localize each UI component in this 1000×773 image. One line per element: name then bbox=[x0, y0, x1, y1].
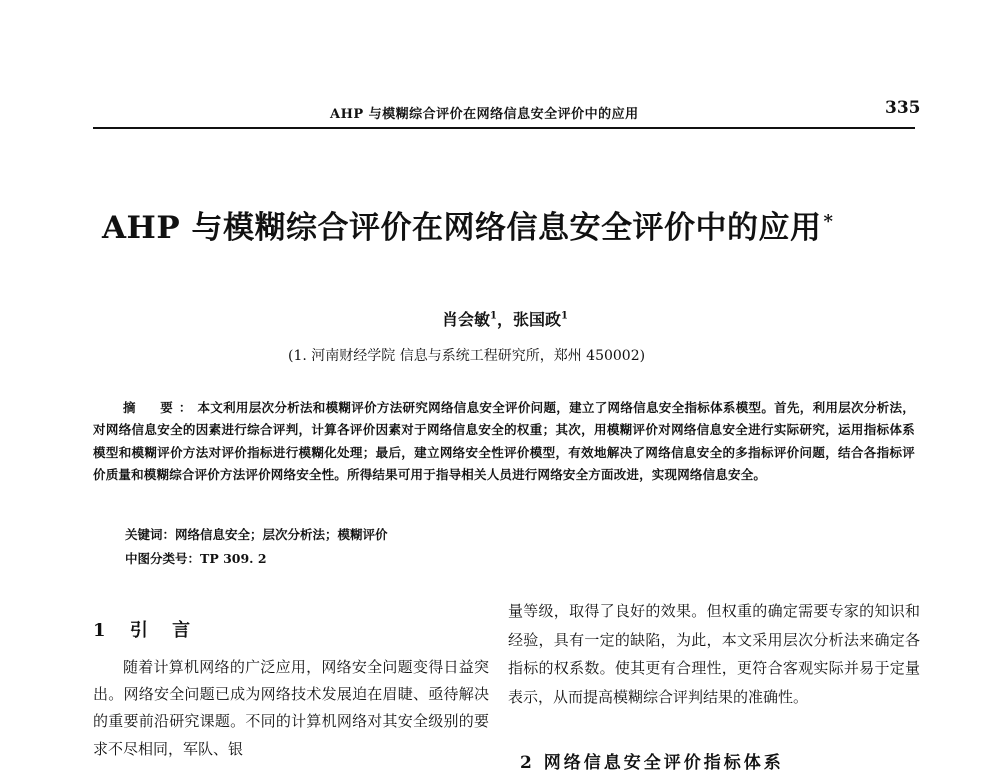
section-heading-indicator-system bbox=[520, 748, 784, 773]
body-text-right-column: 量等级，取得了良好的效果。但权重的确定需要专家的知识和经验，具有一定的缺陷，为此，本文采用层次分析法来确定各指标的权系数。使其更有合理性，更符合客观实际并易于定量表示，从而提高模糊综合评判结果的准确性。 bbox=[508, 602, 920, 706]
section-number: 1 bbox=[93, 620, 115, 641]
keywords-label: 关键词： bbox=[125, 527, 176, 542]
author-affiliation-mark: 1 bbox=[561, 310, 568, 322]
running-header: AHP 与模糊综合评价在网络信息安全评价中的应用 bbox=[330, 107, 639, 122]
paper-title bbox=[102, 202, 833, 247]
abstract-label: 摘 要： bbox=[123, 400, 198, 415]
header-rule bbox=[93, 127, 915, 129]
body-text-left-column bbox=[93, 654, 489, 763]
classification-label: 中图分类号： bbox=[125, 551, 201, 566]
author-name: 肖会敏 bbox=[442, 310, 491, 329]
classification-number bbox=[125, 549, 267, 567]
section-title: 引 言 bbox=[129, 620, 200, 641]
author-line bbox=[442, 307, 568, 330]
page-number: 335 bbox=[885, 98, 921, 118]
abstract bbox=[93, 397, 915, 487]
paper-title-text: AHP 与模糊综合评价在网络信息安全评价中的应用 bbox=[102, 210, 822, 246]
affiliation: (1. 河南财经学院 信息与系统工程研究所，郑州 450002) bbox=[288, 348, 646, 364]
author-separator: ， bbox=[496, 310, 513, 329]
keywords bbox=[125, 525, 388, 543]
section-number: 2 bbox=[520, 753, 535, 773]
author-affiliation-mark: 1 bbox=[490, 310, 497, 322]
keywords-text: 网络信息安全；层次分析法；模糊评价 bbox=[175, 527, 388, 542]
author-name: 张国政 bbox=[513, 310, 562, 329]
section-heading-introduction bbox=[93, 616, 199, 642]
introduction-paragraph: 随着计算机网络的广泛应用，网络安全问题变得日益突出。网络安全问题已成为网络技术发展迫在眉睫、亟待解决的重要前沿研究课题。不同的计算机网络对其安全级别的要求不尽相同，军队、银 bbox=[93, 658, 489, 758]
section-title: 网络信息安全评价指标体系 bbox=[543, 753, 784, 773]
title-footnote-mark: * bbox=[823, 210, 834, 232]
classification-text: TP 309. 2 bbox=[200, 551, 267, 566]
abstract-text: 本文利用层次分析法和模糊评价方法研究网络信息安全评价问题，建立了网络信息安全指标体系模型。首先，利用层次分析法，对网络信息安全的因素进行综合评判，计算各评价因素对于网络信息安全的权重；其次，用模糊评价对网络信息安全进行实际研究，运用指标体系模型和模糊评价方法对评价指标进行模糊化处理；最后，建立网络安全性评价模型，有效地解决了网络信息安全的多指标评价问题，结合各指标评价质量和模糊综合评价方法评价网络安全性。所得结果可用于指导相关人员进行网络安全方面改进，实现网络信息安全。 bbox=[93, 400, 915, 483]
